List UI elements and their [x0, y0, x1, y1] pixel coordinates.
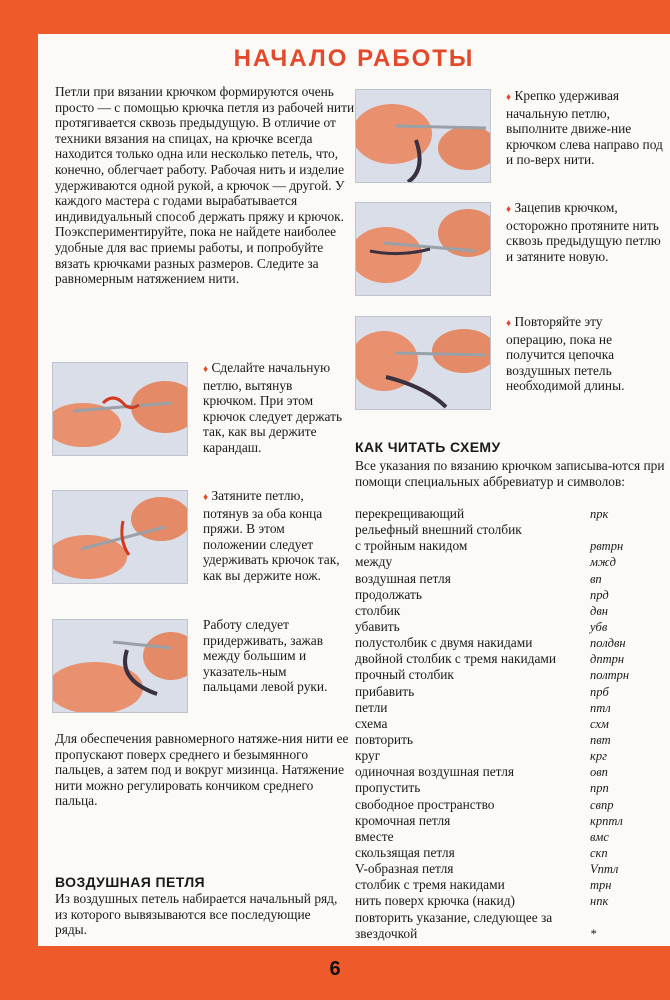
abbreviation-term: перекрещивающий — [355, 506, 465, 521]
bullet-icon: ♦ — [203, 492, 209, 503]
abbreviation-term: свободное пространство — [355, 796, 495, 812]
step-photo-5 — [355, 202, 491, 296]
bullet-icon: ♦ — [506, 204, 512, 215]
left-step-3 — [203, 617, 343, 695]
abbreviation-row — [355, 700, 623, 716]
abbreviation-code: пвт — [590, 732, 611, 747]
abbreviation-code: овп — [590, 765, 608, 780]
abbreviation-code: скп — [590, 845, 608, 860]
abbreviation-code: прб — [590, 684, 609, 699]
left-step-2 — [203, 488, 343, 584]
abbreviation-code: схм — [590, 716, 609, 731]
abbreviation-code: вмс — [590, 829, 609, 844]
abbreviation-row — [355, 635, 626, 651]
abbreviation-row — [355, 748, 623, 764]
abbreviation-term: нить поверх крючка (накид) — [355, 893, 515, 909]
abbreviation-code: прд — [590, 587, 609, 602]
abbreviation-term: кромочная петля — [355, 812, 451, 828]
abbreviation-row — [355, 764, 623, 780]
abbreviation-code: Vптл — [590, 862, 619, 877]
right-step-2-text: Зацепив крючком, осторожно протяните нить сквозь предыдущую петлю и затяните новую. — [506, 200, 661, 264]
abbreviation-term: столбик с тремя накидами — [355, 877, 505, 893]
abbreviation-code: крптл — [590, 813, 623, 828]
abbreviation-row — [355, 861, 623, 877]
tension-paragraph: Для обеспечения равномерного натяже-ния нити ее пропускают поверх среднего и безымянного пальцев, а затем под и вокруг мизинца. Натяжение нити можно регулировать кончиком среднего пальца. — [55, 731, 349, 809]
left-step-1-text: Сделайте начальную петлю, вытянув крючком. При этом крючок следует держать так, как вы держите карандаш. — [203, 360, 343, 455]
abbreviation-term: полустолбик с двумя накидами — [355, 635, 533, 651]
abbreviation-row — [355, 587, 623, 603]
abbreviation-list — [355, 506, 630, 942]
abbreviation-row — [355, 522, 623, 538]
abbreviation-term: с тройным накидом — [355, 538, 468, 554]
abbreviation-code: птл — [590, 700, 611, 715]
abbreviation-code: прп — [590, 781, 609, 796]
abbreviation-term: пропустить — [355, 780, 421, 796]
left-step-3-text: Работу следует придерживать, зажав между большим и указатель-ным пальцами левой руки. — [203, 617, 328, 695]
page-title: НАЧАЛО РАБОТЫ — [233, 45, 475, 72]
abbreviation-code: * — [590, 926, 597, 941]
abbreviation-term: двойной столбик с тремя накидами — [355, 651, 557, 667]
abbreviation-code: дптрн — [590, 652, 625, 667]
step-photo-4 — [355, 89, 491, 183]
abbreviation-row — [355, 813, 623, 829]
abbreviation-code: двн — [590, 603, 608, 618]
scheme-heading: КАК ЧИТАТЬ СХЕМУ — [355, 439, 501, 455]
abbreviation-row — [355, 506, 623, 522]
abbreviation-row — [355, 732, 623, 748]
abbreviation-row — [355, 893, 623, 909]
abbreviation-row — [355, 651, 623, 667]
abbreviation-code: убв — [590, 619, 608, 634]
abbreviation-term: прочный столбик — [355, 667, 454, 683]
abbreviation-term: петли — [355, 699, 388, 715]
abbreviation-term: скользящая петля — [355, 844, 455, 860]
abbreviation-row — [355, 829, 623, 845]
abbreviation-term: прибавить — [355, 683, 415, 699]
right-step-2 — [506, 200, 666, 264]
abbreviation-term: столбик — [355, 602, 401, 618]
abbreviation-term: вместе — [355, 828, 394, 844]
right-step-3-text: Повторяйте эту операцию, пока не получится цепочка воздушных петель необходимой длины. — [506, 314, 625, 394]
abbreviation-term: повторить указание, следующее за звездочкой — [355, 909, 553, 941]
abbreviation-row — [355, 910, 623, 942]
left-step-1 — [203, 360, 343, 456]
chain-paragraph: Из воздушных петель набирается начальный ряд, из которого вывязываются все последующие ряды. — [55, 891, 338, 938]
bullet-icon: ♦ — [203, 364, 209, 375]
abbreviation-code: рвтрн — [590, 539, 624, 554]
abbreviation-term: круг — [355, 748, 381, 764]
abbreviation-code: прк — [590, 507, 609, 521]
abbreviation-code: нпк — [590, 894, 609, 909]
abbreviation-code: полдвн — [590, 636, 626, 651]
abbreviation-term: повторить — [355, 731, 414, 747]
abbreviation-row — [355, 845, 623, 861]
intro-paragraph: Петли при вязании крючком формируются очень просто — с помощью крючка петля из рабочей нити протягивается сквозь предыдущую. В отличие от техники вязания на спицах, на крючке всегда находится только одна или несколько петель, что, конечно, облегчает работу. Рабочая нить и изделие удерживаются одной рукой, а крючок — другой. У каждого мастера с годами вырабатывается индивидуальный способ держать пряжу и крючок. Поэкспериментируйте, пока не найдете наиболее удобные для вас приемы работы, и попробуйте вязать крючками разных размеров. Следите за равномерным натяжением нити. — [55, 84, 355, 287]
abbreviation-term: рельефный внешний столбик — [355, 522, 522, 538]
left-step-2-text: Затяните петлю, потянув за оба конца пряжи. В этом положении следует удерживать крючок так, как вы держите нож. — [203, 488, 340, 583]
abbreviation-code: трн — [590, 878, 612, 893]
bullet-icon: ♦ — [506, 318, 512, 329]
abbreviation-row — [355, 684, 623, 700]
abbreviation-row — [355, 619, 623, 635]
abbreviation-term: убавить — [355, 618, 400, 634]
step-photo-3 — [52, 619, 188, 713]
right-step-3 — [506, 314, 656, 394]
step-photo-2 — [52, 490, 188, 584]
step-photo-6 — [355, 316, 491, 410]
abbreviation-term: одиночная воздушная петля — [355, 764, 515, 780]
abbreviation-term: продолжать — [355, 586, 422, 602]
abbreviation-code: свпр — [590, 797, 614, 812]
abbreviation-term: схема — [355, 715, 388, 731]
page-number: 6 — [329, 958, 341, 980]
page-sheet — [38, 34, 670, 946]
scheme-intro: Все указания по вязанию крючком записыва-ются при помощи специальных аббревиатур и символов: — [355, 458, 665, 489]
abbreviation-row — [355, 716, 623, 732]
abbreviation-code: вп — [590, 571, 602, 586]
abbreviation-term: между — [355, 554, 393, 570]
abbreviation-row — [355, 797, 623, 813]
step-photo-1 — [52, 362, 188, 456]
right-step-1 — [506, 88, 666, 168]
abbreviation-row — [355, 877, 623, 893]
abbreviation-row — [355, 667, 630, 683]
abbreviation-row — [355, 538, 623, 554]
abbreviation-code: полтрн — [590, 668, 630, 683]
bullet-icon: ♦ — [506, 92, 512, 103]
abbreviation-code: мжд — [590, 555, 616, 570]
right-step-1-text: Крепко удерживая начальную петлю, выполните движе-ние крючком слева направо под и по-верх нити. — [506, 88, 663, 168]
abbreviation-row — [355, 554, 623, 570]
abbreviation-code: крг — [590, 749, 607, 764]
abbreviation-row — [355, 571, 623, 587]
abbreviation-row — [355, 603, 623, 619]
abbreviation-term: воздушная петля — [355, 570, 451, 586]
abbreviation-term: V-образная петля — [355, 861, 454, 877]
abbreviation-row — [355, 780, 623, 796]
chain-heading: ВОЗДУШНАЯ ПЕТЛЯ — [55, 874, 206, 890]
